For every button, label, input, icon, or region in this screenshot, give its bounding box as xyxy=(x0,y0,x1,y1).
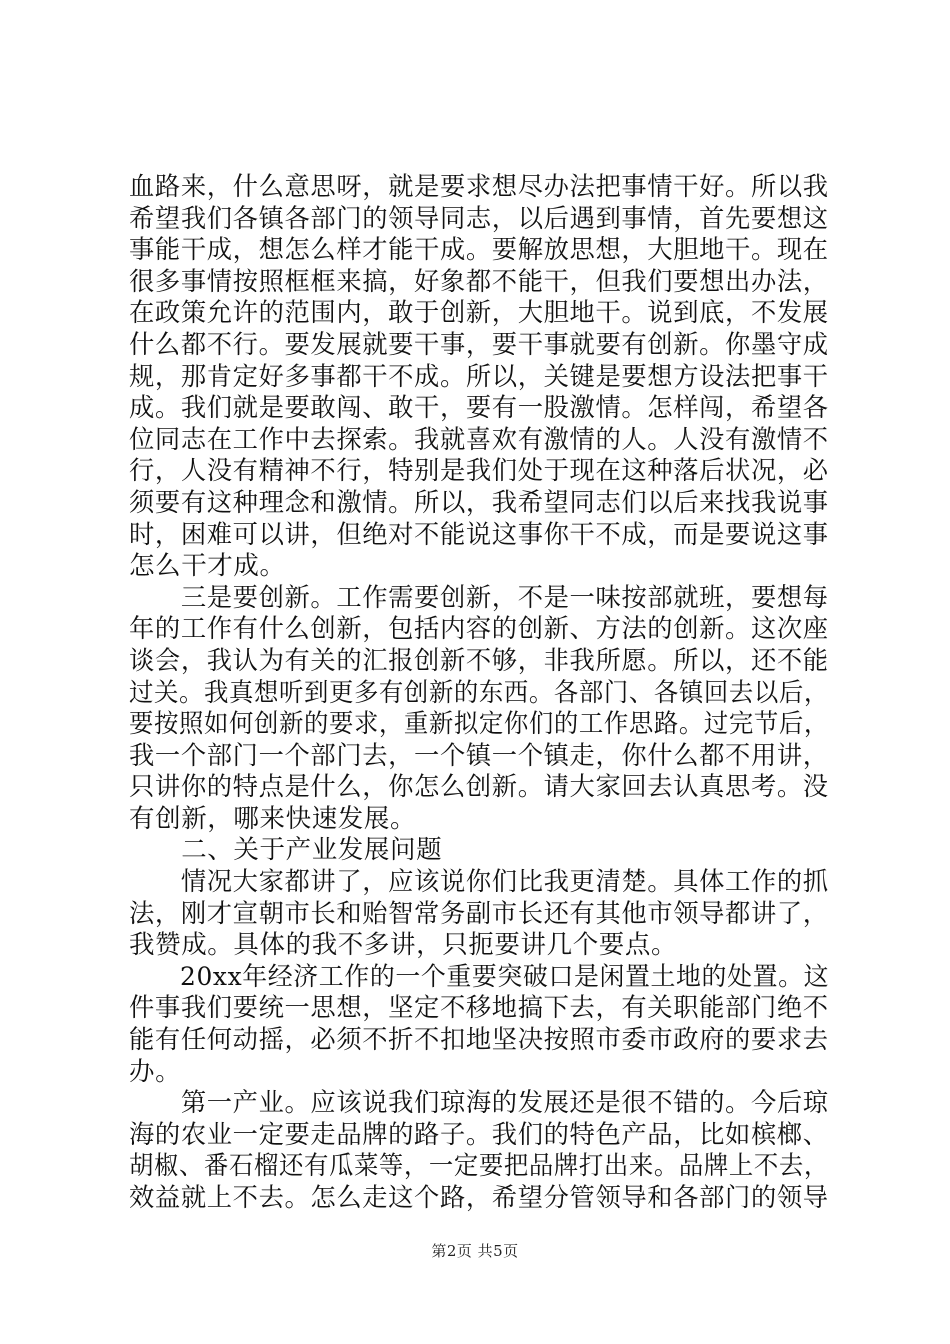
text-line: 年的工作有什么创新，包括内容的创新、方法的创新。这次座 xyxy=(129,614,829,645)
text-line: 二、关于产业发展问题 xyxy=(129,835,443,866)
text-line: 能有任何动摇，必须不折不扣地坚决按照市委市政府的要求去 xyxy=(129,1025,829,1056)
text-line: 成。我们就是要敢闯、敢干，要有一股激情。怎样闯，希望各 xyxy=(129,393,829,424)
text-line: 规，那肯定好多事都干不成。所以，关键是要想方设法把事干 xyxy=(129,361,829,392)
text-line: 谈会，我认为有关的汇报创新不够，非我所愿。所以，还不能 xyxy=(129,645,829,676)
text-line: 20xx年经济工作的一个重要突破口是闲置土地的处置。这 xyxy=(129,961,830,992)
text-line: 怎么干才成。 xyxy=(129,551,286,582)
text-line: 我赞成。具体的我不多讲，只扼要讲几个要点。 xyxy=(129,930,678,961)
page-number-footer: 第2页 共5页 xyxy=(431,1242,519,1260)
document-body xyxy=(129,172,829,1215)
text-line: 在政策允许的范围内，敢于创新，大胆地干。说到底，不发展 xyxy=(129,298,829,329)
text-line: 什么都不行。要发展就要干事，要干事就要有创新。你墨守成 xyxy=(129,329,829,360)
text-line: 办。 xyxy=(129,1056,182,1087)
text-line: 只讲你的特点是什么，你怎么创新。请大家回去认真思考。没 xyxy=(129,772,829,803)
text-line: 位同志在工作中去探索。我就喜欢有激情的人。人没有激情不 xyxy=(129,424,829,455)
text-line: 件事我们要统一思想，坚定不移地搞下去，有关职能部门绝不 xyxy=(129,993,829,1024)
text-line: 时，困难可以讲，但绝对不能说这事你干不成，而是要说这事 xyxy=(129,519,829,550)
text-line: 希望我们各镇各部门的领导同志，以后遇到事情，首先要想这 xyxy=(129,203,829,234)
text-line: 三是要创新。工作需要创新，不是一味按部就班，要想每 xyxy=(129,582,829,613)
text-line: 有创新，哪来快速发展。 xyxy=(129,803,417,834)
text-line: 第一产业。应该说我们琼海的发展还是很不错的。今后琼 xyxy=(129,1088,829,1119)
text-line: 我一个部门一个部门去，一个镇一个镇走，你什么都不用讲， xyxy=(129,740,829,771)
text-line: 效益就上不去。怎么走这个路，希望分管领导和各部门的领导 xyxy=(129,1183,829,1213)
text-line: 胡椒、番石榴还有瓜菜等，一定要把品牌打出来。品牌上不去， xyxy=(129,1151,829,1182)
text-line: 行，人没有精神不行，特别是我们处于现在这种落后状况，必 xyxy=(129,456,829,487)
text-line: 海的农业一定要走品牌的路子。我们的特色产品，比如槟榔、 xyxy=(129,1119,829,1150)
text-line: 血路来，什么意思呀，就是要求想尽办法把事情干好。所以我 xyxy=(129,172,829,202)
text-line: 很多事情按照框框来搞，好象都不能干，但我们要想出办法， xyxy=(129,266,829,297)
text-line: 法，刚才宣朝市长和贻智常务副市长还有其他市领导都讲了， xyxy=(129,898,829,929)
text-line: 事能干成，想怎么样才能干成。要解放思想，大胆地干。现在 xyxy=(129,235,829,266)
text-line: 要按照如何创新的要求，重新拟定你们的工作思路。过完节后， xyxy=(129,709,829,740)
text-line: 过关。我真想听到更多有创新的东西。各部门、各镇回去以后， xyxy=(129,677,829,708)
text-line: 须要有这种理念和激情。所以，我希望同志们以后来找我说事 xyxy=(129,487,829,518)
text-line: 情况大家都讲了，应该说你们比我更清楚。具体工作的抓 xyxy=(129,867,829,898)
